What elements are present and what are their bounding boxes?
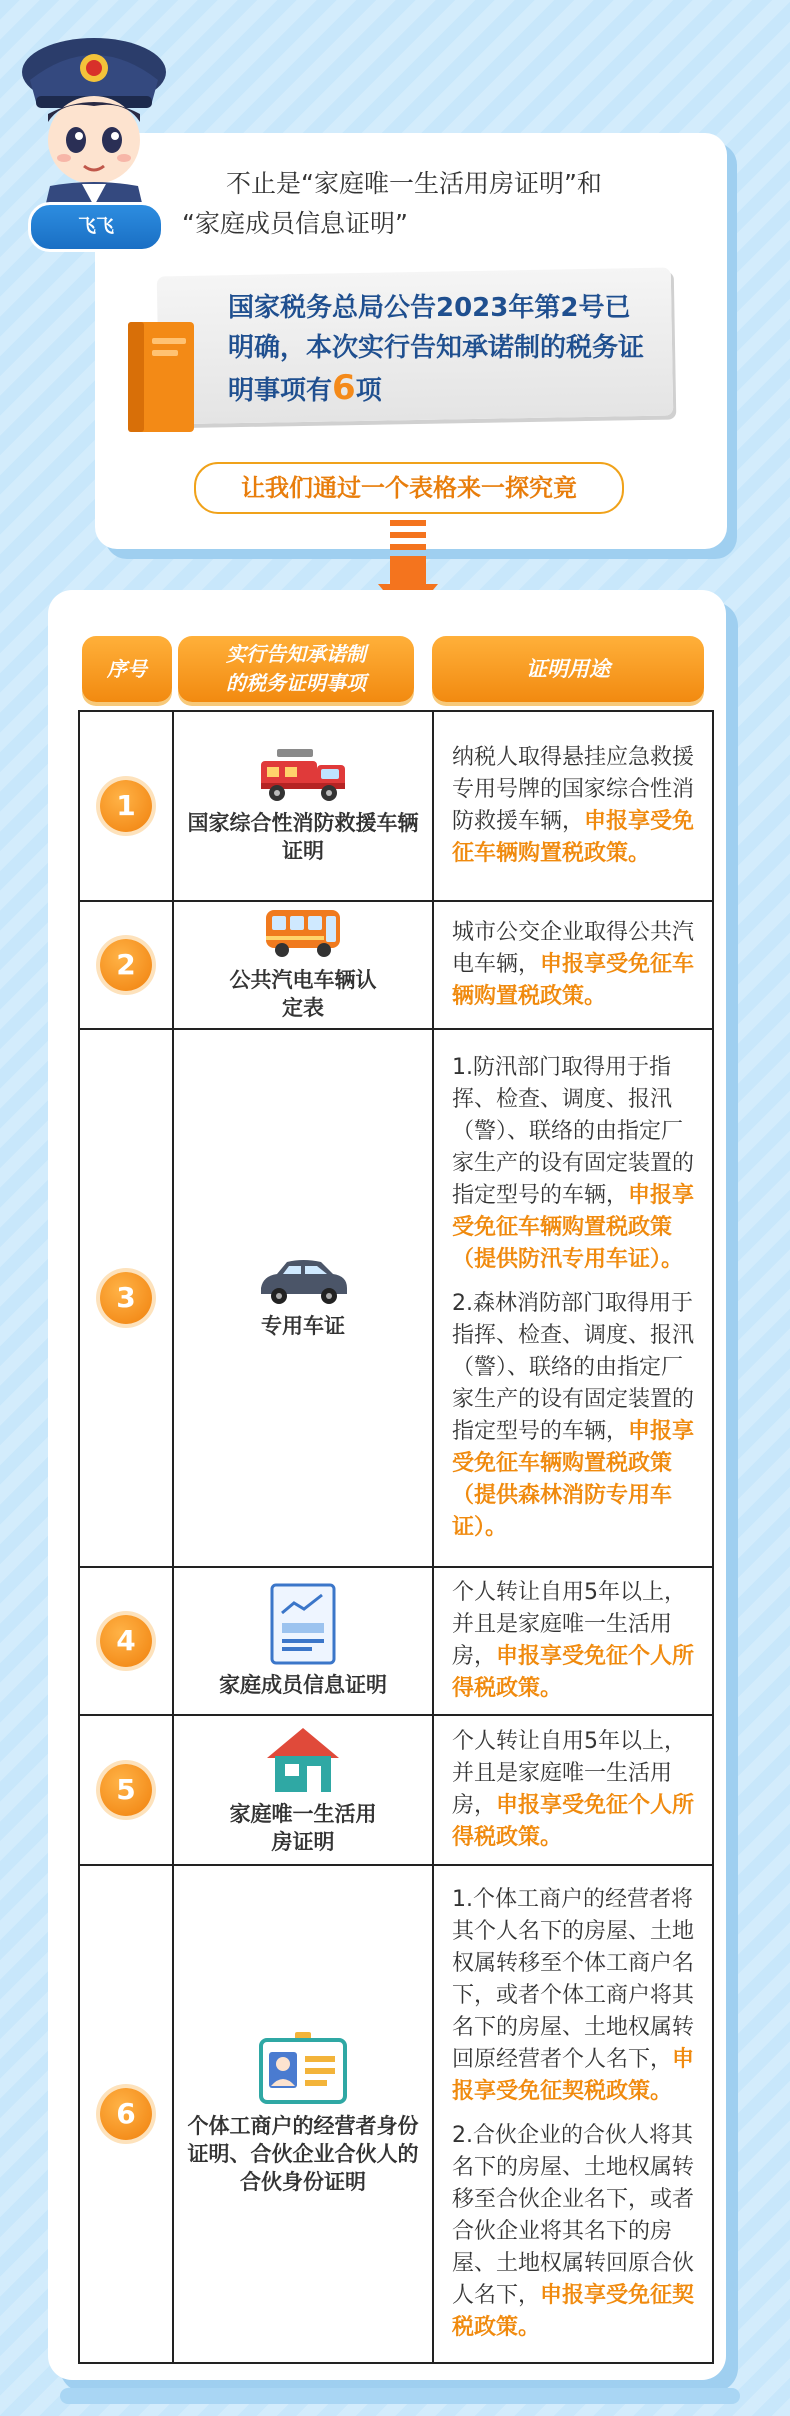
certificate-table xyxy=(78,710,714,2364)
item-label: 公共汽电车辆认定表 xyxy=(229,968,377,1020)
item-label: 国家综合性消防救援车辆证明 xyxy=(187,811,419,863)
use-cell xyxy=(433,1865,713,2363)
item-label: 家庭唯一生活用房证明 xyxy=(229,1802,377,1854)
row-number: 2 xyxy=(100,939,152,991)
use-highlight: 申报享受免征车辆购置税政策（提供防汛专用车证）。 xyxy=(452,1183,695,1272)
use-highlight: 申报享受免征个人所得税政策。 xyxy=(452,1793,695,1850)
notice-count: 6 xyxy=(332,368,356,408)
use-text: 纳税人取得悬挂应急救援专用号牌的国家综合性消防救援车辆， xyxy=(452,745,695,834)
use-cell xyxy=(433,1715,713,1865)
row-number: 1 xyxy=(100,780,152,832)
header-index: 序号 xyxy=(82,636,172,702)
row-number: 3 xyxy=(100,1272,152,1324)
use-text: 2.森林消防部门取得用于指挥、检查、调度、报汛（警）、联络的由指定厂家生产的设有固定装置的指定型号的车辆， xyxy=(452,1291,695,1444)
id-badge-icon xyxy=(257,2032,349,2106)
table-row xyxy=(79,1567,713,1715)
row-number-cell xyxy=(79,1567,173,1715)
table-row xyxy=(79,1865,713,2363)
notice-text xyxy=(228,288,648,411)
use-highlight: 申报享受免征车辆购置税政策。 xyxy=(452,952,695,1009)
use-text: 1.防汛部门取得用于指挥、检查、调度、报汛（警）、联络的由指定厂家生产的设有固定装置的指定型号的车辆， xyxy=(452,1055,695,1208)
table-row xyxy=(79,711,713,901)
item-cell xyxy=(173,901,433,1029)
notice-text-after: 项 xyxy=(355,376,382,406)
item-label: 个体工商户的经营者身份证明、合伙企业合伙人的合伙身份证明 xyxy=(187,2114,419,2194)
intro-text xyxy=(182,164,682,244)
row-number: 4 xyxy=(100,1615,152,1667)
use-highlight: 申报享受免征契税政策。 xyxy=(452,2047,695,2104)
document-chart-icon xyxy=(268,1583,338,1665)
use-highlight: 申报享受免征契税政策。 xyxy=(452,2283,695,2340)
use-cell xyxy=(433,1567,713,1715)
use-text: 个人转让自用5年以上，并且是家庭唯一生活用房， xyxy=(452,1729,686,1818)
book-icon xyxy=(122,318,200,436)
item-cell xyxy=(173,1865,433,2363)
table-row xyxy=(79,901,713,1029)
use-text: 个人转让自用5年以上，并且是家庭唯一生活用房， xyxy=(452,1580,686,1669)
header-use: 证明用途 xyxy=(432,636,704,702)
header-item-line-2: 的税务证明事项 xyxy=(226,671,366,695)
row-number-cell xyxy=(79,901,173,1029)
bus-icon xyxy=(262,908,344,960)
table-row xyxy=(79,1029,713,1567)
item-cell xyxy=(173,1029,433,1567)
notice-text-before: 国家税务总局公告2023年第2号已明确，本次实行告知承诺制的税务证明事项有 xyxy=(228,293,645,406)
row-number-cell xyxy=(79,1029,173,1567)
intro-line-1: 不止是“家庭唯一生活用房证明”和 xyxy=(226,169,602,198)
row-number-cell xyxy=(79,1715,173,1865)
use-highlight: 申报享受免征个人所得税政策。 xyxy=(452,1644,695,1701)
intro-line-2: “家庭成员信息证明” xyxy=(182,209,408,238)
use-cell xyxy=(433,1029,713,1567)
item-cell xyxy=(173,1715,433,1865)
header-item xyxy=(178,636,414,702)
row-number-cell xyxy=(79,711,173,901)
table-row xyxy=(79,1715,713,1865)
use-highlight: 申报享受免征车辆购置税政策。 xyxy=(452,809,695,866)
use-highlight: 申报享受免征车辆购置税政策（提供森林消防专用车证）。 xyxy=(452,1419,695,1540)
use-text: 2.合伙企业的合伙人将其名下的房屋、土地权属转移至合伙企业名下，或者合伙企业将其名下的房屋、土地权属转回原合伙人名下， xyxy=(452,2123,695,2308)
row-number-cell xyxy=(79,1865,173,2363)
car-icon xyxy=(255,1256,351,1306)
item-label: 专用车证 xyxy=(261,1314,345,1338)
row-number: 6 xyxy=(100,2088,152,2140)
item-cell xyxy=(173,1567,433,1715)
row-number: 5 xyxy=(100,1764,152,1816)
item-cell xyxy=(173,711,433,901)
fire-truck-icon xyxy=(257,747,349,803)
use-cell xyxy=(433,901,713,1029)
header-item-line-1: 实行告知承诺制 xyxy=(226,642,366,666)
item-label: 家庭成员信息证明 xyxy=(219,1673,387,1697)
use-text: 城市公交企业取得公共汽电车辆， xyxy=(452,920,695,977)
mascot-name-badge: 飞飞 xyxy=(28,202,164,252)
house-icon xyxy=(263,1724,343,1794)
cta-pill: 让我们通过一个表格来一探究竟 xyxy=(194,462,624,514)
bottom-decoration xyxy=(60,2388,740,2404)
use-cell xyxy=(433,711,713,901)
use-text: 1.个体工商户的经营者将其个人名下的房屋、土地权属转移至个体工商户名下，或者个体工商户将其名下的房屋、土地权属转回原经营者个人名下， xyxy=(452,1887,695,2072)
